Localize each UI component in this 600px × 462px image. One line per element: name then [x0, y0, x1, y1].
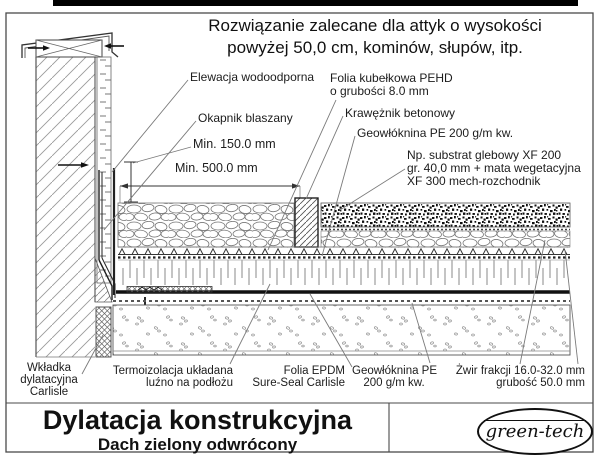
label-wkladka: Wkładka dylatacyjna Carlisle — [20, 362, 78, 398]
label-geowloknina-bottom: Geowłóknina PE 200 g/m kw. — [352, 365, 438, 389]
leader-kraweznik — [306, 116, 343, 199]
top-note-line2: powyżej 50,0 cm, kominów, słupów, itp. — [227, 38, 523, 57]
gravel-layer-right — [321, 231, 570, 247]
substrate-layer — [321, 203, 570, 230]
joint-cover-strip — [127, 287, 212, 293]
insulation-layer — [118, 260, 570, 285]
parapet-wall — [36, 57, 95, 357]
label-okapnik: Okapnik blaszany — [198, 111, 293, 125]
label-geowloknina-top: Geowłóknina PE 200 g/m kw. — [357, 126, 514, 140]
expansion-joint-insert — [96, 307, 111, 357]
green-tech-logo — [477, 408, 593, 455]
label-dim-min-150: Min. 150.0 mm — [193, 137, 276, 151]
concrete-curb — [295, 198, 318, 247]
label-termoizolacja: Termoizolacja układana luźno na podłożu — [112, 365, 233, 389]
title-block — [6, 405, 389, 454]
top-note-line1: Rozwiązanie zalecane dla attyk o wysokości — [208, 16, 542, 35]
dimple-membrane-layer — [118, 247, 570, 255]
fastening-arrow-right — [104, 43, 124, 48]
label-elewacja: Elewacja wodoodporna — [190, 70, 315, 84]
label-folia-kubelkowa: Folia kubełkowa PEHD o grubości 8.0 mm — [330, 71, 453, 98]
label-substrat: Np. substrat glebowy XF 200 gr. 40,0 mm + mata wegetacyjna XF 300 mech-rozchodnik — [407, 148, 581, 188]
label-zwir: Żwir frakcji 16.0-32.0 mm grubość 50.0 mm — [455, 365, 585, 389]
label-kraweznik: Krawężnik betonowy — [345, 106, 456, 120]
dimension-min-150 — [124, 162, 138, 202]
coping-cap — [22, 33, 124, 58]
structural-slab — [113, 305, 570, 355]
scan-artifact-bar — [53, 0, 578, 6]
drawing-title: Dylatacja konstrukcyjna — [42, 405, 353, 435]
logo-text: green-tech — [485, 421, 585, 442]
drawing-subtitle: Dach zielony odwrócony — [97, 435, 298, 454]
label-folia-epdm: Folia EPDM Sure-Seal Carlisle — [252, 365, 345, 389]
top-note — [175, 15, 575, 59]
dimension-min-500 — [120, 183, 300, 203]
gravel-layer-left — [118, 203, 294, 247]
label-dim-min-500: Min. 500.0 mm — [175, 161, 258, 175]
